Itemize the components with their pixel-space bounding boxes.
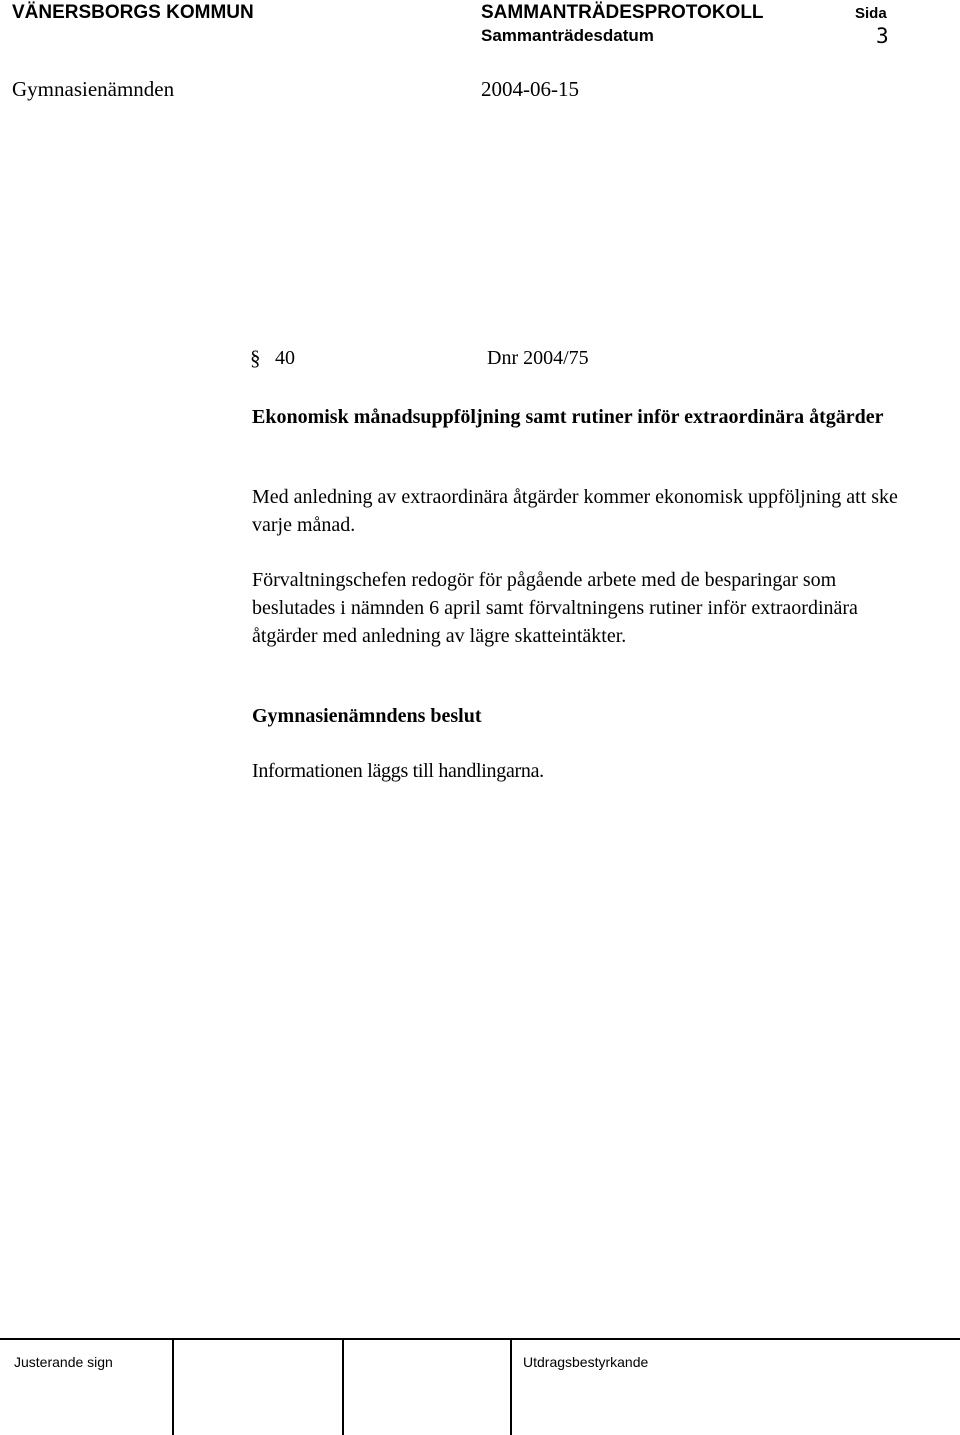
committee-name: Gymnasienämnden [12,77,175,101]
signature-footer [0,1338,960,1435]
footer-divider [510,1340,512,1435]
footer-signer-label: Justerande sign [14,1354,113,1370]
case-title: Ekonomisk månadsuppföljning samt rutiner inför extraordinära åtgärder [252,406,884,428]
decision-text: Informationen läggs till handlingarna. [252,760,544,782]
footer-divider [172,1340,174,1435]
meeting-date: 2004-06-15 [481,77,579,101]
section-number: 40 [275,347,295,369]
case-reference-number: Dnr 2004/75 [487,347,589,369]
body-paragraph: Förvaltningschefen redogör för pågående arbete med de besparingar som beslutades i nämnden 6 april samt förvaltningens rutiner inför extraordinära åtgärder med anledning av lägre skatteintäkter. [252,569,858,647]
meeting-date-label: Sammanträdesdatum [481,26,654,45]
body-paragraph: Med anledning av extraordinära åtgärder kommer ekonomisk uppföljning att ske varje månad. [252,486,898,536]
section-sign: § [250,346,261,370]
page-label: Sida [855,5,887,22]
decision-heading: Gymnasienämndens beslut [252,705,482,727]
footer-extract-label: Utdragsbestyrkande [523,1354,649,1370]
page-number: 3 [876,24,889,48]
organization-name: VÄNERSBORGS KOMMUN [12,2,254,23]
document-type: SAMMANTRÄDESPROTOKOLL [481,2,764,23]
footer-divider [342,1340,344,1435]
